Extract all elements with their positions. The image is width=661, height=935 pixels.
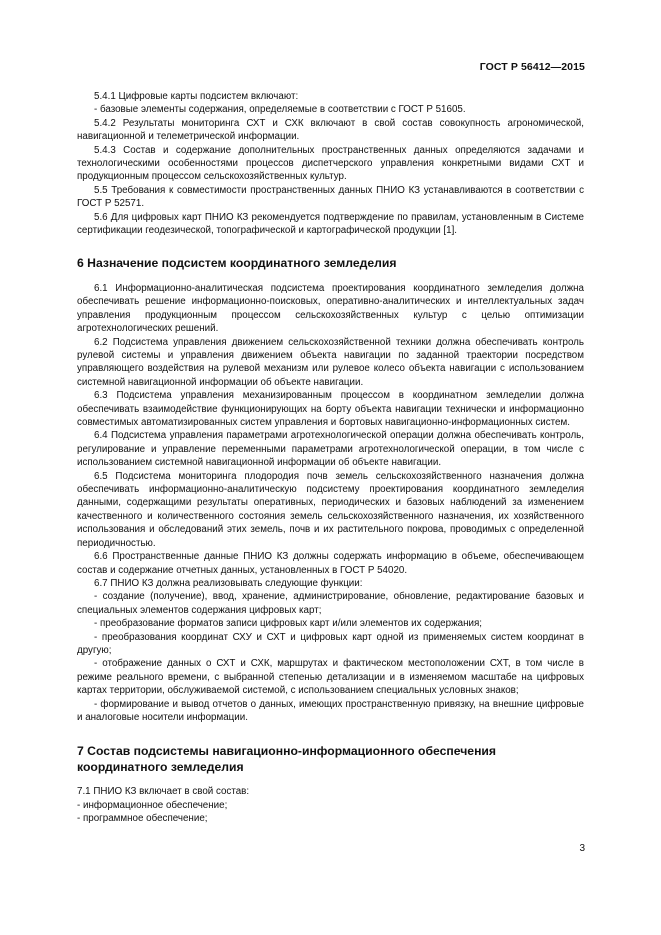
page-number: 3	[579, 843, 585, 854]
paragraph-6-7: 6.7 ПНИО КЗ должна реализовывать следующие функции:	[94, 577, 363, 589]
paragraph-6-3: 6.3 Подсистема управления механизированным процессом в координатном земледелии должна обеспечивать взаимодействие функционирующих на борту объекта навигации технически и информационно совместимых автоматизированных систем управления и бортовых навигационно-информационных систем.	[77, 390, 584, 429]
list-item: - преобразования координат СХУ и СХТ и цифровых карт одной из применяемых систем координат в другую;	[77, 631, 584, 656]
document-standard-number: ГОСТ Р 56412—2015	[479, 61, 585, 73]
list-item: - информационное обеспечение;	[77, 799, 228, 811]
paragraph-6-2: 6.2 Подсистема управления движением сельскохозяйственной техники должна обеспечивать контроль рулевой системы и управления движением объекта навигации по заданной траектории посредством управляющего воздействия на рулевой механизм или рулевое колесо объекта навигации с использованием системной навигационной информации об объекте навигации.	[77, 336, 584, 388]
paragraph-5-4-3: 5.4.3 Состав и содержание дополнительных пространственных данных определяются задачами и технологическими особенностями процессов диспетчерского управления конкретными видами СХТ и продукционным процессом сельскохозяйственных культур.	[77, 144, 584, 183]
paragraph-5-4-1: 5.4.1 Цифровые карты подсистем включают:	[94, 91, 299, 102]
paragraph-5-6: 5.6 Для цифровых карт ПНИО КЗ рекомендуется подтверждение по правилам, установленным в Системе сертификации геодезической, топографической и картографической продукции [1].	[77, 211, 584, 237]
paragraph-6-4: 6.4 Подсистема управления параметрами агротехнологической операции должна обеспечивать контроль, регулирование и управление переменными параметрами агротехнологической операции, в том числе с использованием системной навигационной информации об объекте навигации.	[77, 430, 584, 469]
paragraph-6-5: 6.5 Подсистема мониторинга плодородия почв земель сельскохозяйственного назначения должна обеспечивать информационно-аналитическую подсистему проектирования координатного земледелия данными, содержащими результаты оперативных, периодических и базовых наблюдений за изменением качественного и количественного состояния земель сельскохозяйственного назначения, их хозяйственного использования и обследований этих земель, почв и их растительного покрова, проводимых с определенной периодичностью.	[77, 470, 584, 549]
paragraph-7-1: 7.1 ПНИО КЗ включает в свой состав:	[77, 786, 250, 798]
list-item: - преобразование форматов записи цифровых карт и/или элементов их содержания;	[94, 618, 482, 630]
list-item: - программное обеспечение;	[77, 813, 208, 825]
list-item: - отображение данных о СХТ и СХК, маршрутах и фактическом местоположении СХТ, в том числе в режиме реального времени, с выбранной степенью детализации и в изменяемом масштабе на цифровых картах территории, обслуживаемой системой, с использованием специальных условных знаков;	[77, 658, 584, 697]
paragraph-6-6: 6.6 Пространственные данные ПНИО КЗ должны содержать информацию в объеме, обеспечивающем состав и содержание отчетных данных, установленных в ГОСТ Р 54020.	[77, 551, 584, 576]
list-item: - создание (получение), ввод, хранение, администрирование, обновление, редактирование базовых и специальных элементов содержания цифровых карт;	[77, 591, 584, 616]
paragraph-6-1: 6.1 Информационно-аналитическая подсистема проектирования координатного земледелия должна обеспечивать решение информационно-поисковых, оперативно-аналитических и интеллектуальных задач управления продукционным процессом сельскохозяйственных культур с целью оптимизации агротехнологических решений.	[77, 282, 584, 335]
section-7-heading: 7 Состав подсистемы навигационно-информационного обеспечения координатного земледелия	[77, 744, 497, 774]
paragraph-5-5: 5.5 Требования к совместимости пространственных данных ПНИО КЗ устанавливаются в соответствии с ГОСТ Р 52571.	[77, 184, 584, 210]
list-item: - формирование и вывод отчетов о данных, имеющих пространственную привязку, на внешние цифровые и аналоговые носители информации.	[77, 698, 584, 723]
section-6-heading: 6 Назначение подсистем координатного земледелия	[77, 256, 397, 271]
page-body	[77, 90, 584, 826]
paragraph-5-4-2: 5.4.2 Результаты мониторинга СХТ и СХК включают в свой состав совокупность агрономической, навигационной и телеметрической информации.	[77, 117, 584, 143]
list-item: - базовые элементы содержания, определяемые в соответствии с ГОСТ Р 51605.	[94, 104, 466, 116]
